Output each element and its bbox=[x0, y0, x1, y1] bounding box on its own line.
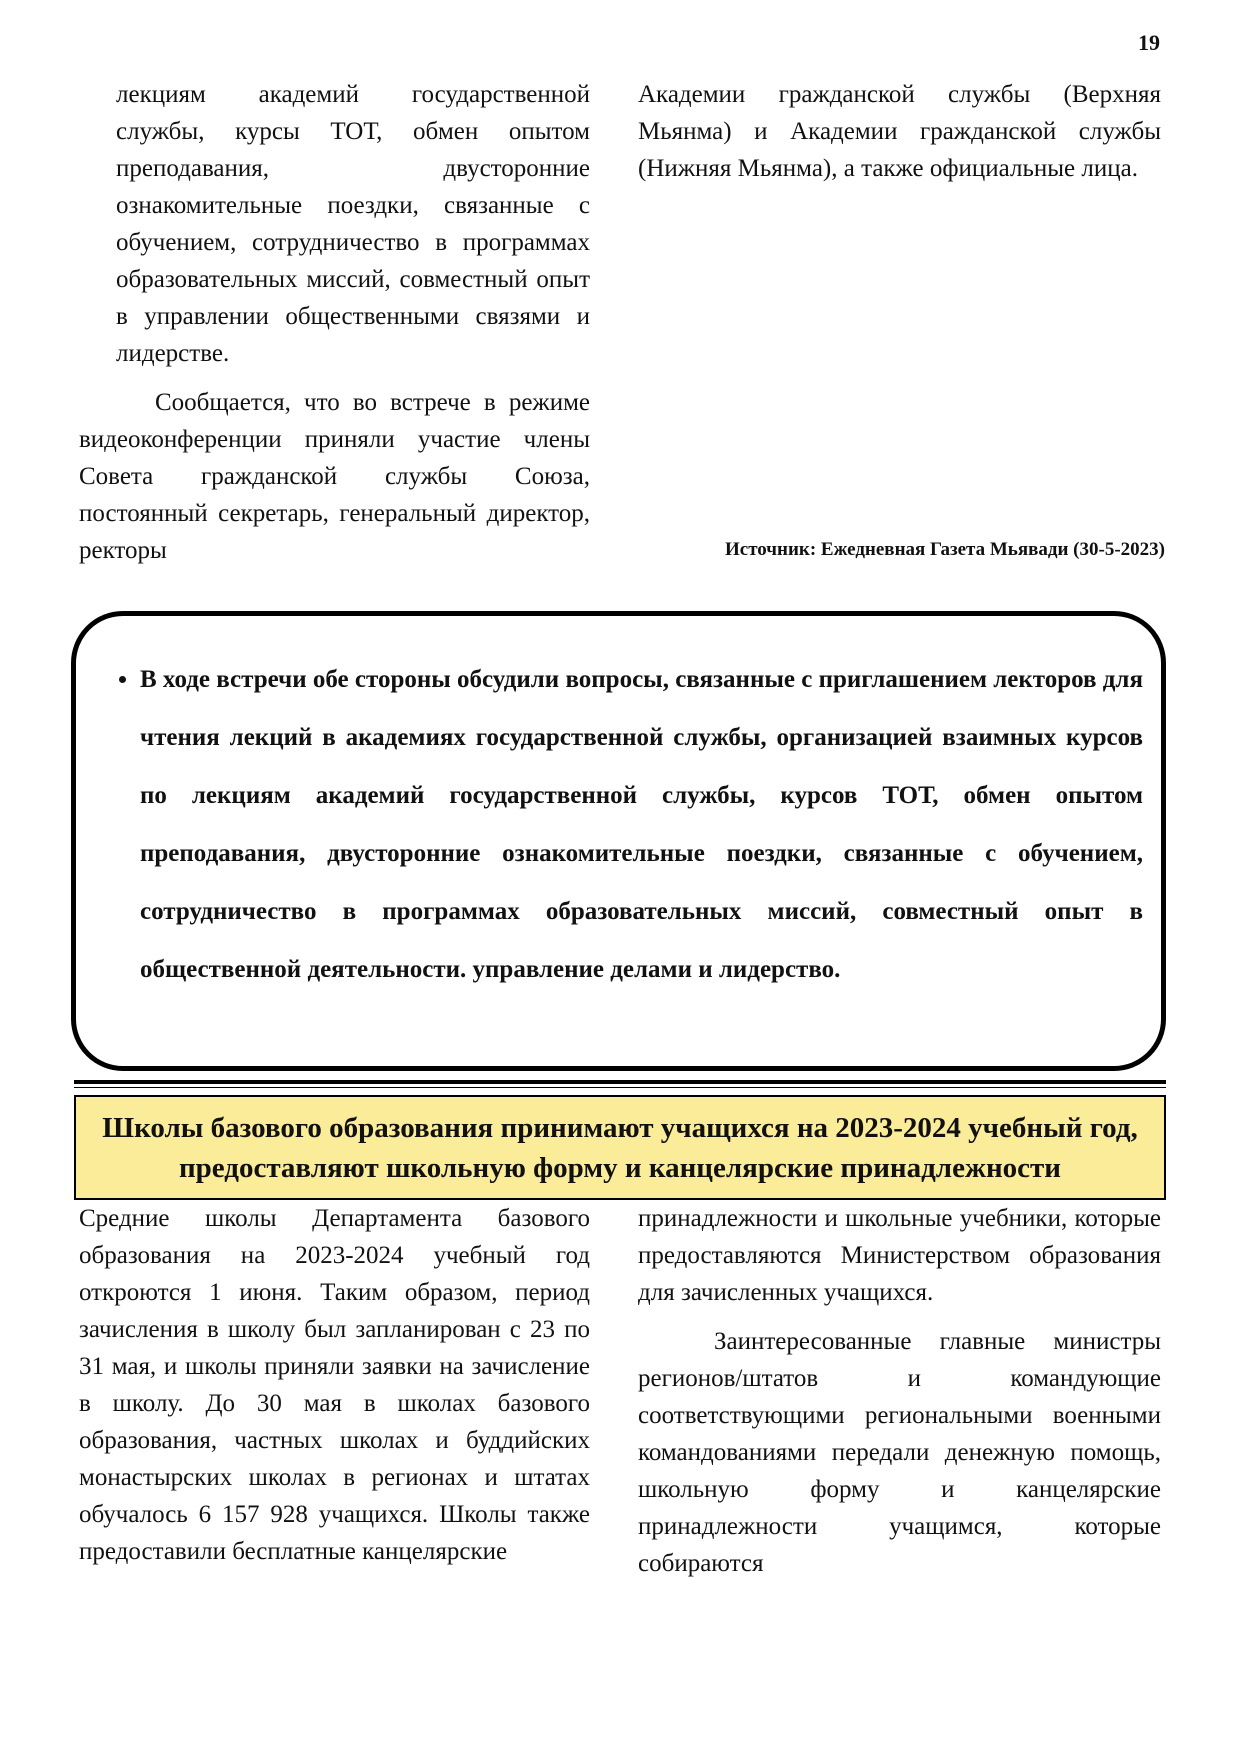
article2-headline: Школы базового образования принимают учащихся на 2023-2024 учебный год, предоставляют школьную форму и канцелярские принадлежности bbox=[74, 1095, 1166, 1200]
highlight-box bbox=[71, 611, 1166, 1071]
highlight-bullet: • В ходе встречи обе стороны обсудили вопросы, связанные с приглашением лекторов для чтения лекций в академиях государственной службы, организацией взаимных курсов по лекциям академий государственной службы, курсов ТОТ, обмен опытом преподавания, двусторонние ознакомительные поездки, связанные с обучением, сотрудничество в программах образовательных миссий, совместный опыт в общественной деятельности. управление делами и лидерство. bbox=[140, 651, 1143, 999]
article2-left-paragraph-1: Средние школы Департамента базового образования на 2023-2024 учебный год откроются 1 июня. Таким образом, период зачисления в школу был запланирован с 23 по 31 мая, и школы приняли заявки на зачисление в школу. До 30 мая в школах базового образования, частных школах и буддийских монастырских школах в регионах и штатах обучалось 6 157 928 учащихся. Школы также предоставили бесплатные канцелярские bbox=[79, 1205, 590, 1565]
article1-left-paragraph-2: Сообщается, что во встрече в режиме видеоконференции приняли участие члены Совета гражданской службы Союза, постоянный секретарь, генеральный директор, ректоры bbox=[79, 389, 590, 564]
article1-left-top bbox=[116, 76, 590, 384]
article2-left bbox=[79, 1200, 590, 1582]
article1-right bbox=[638, 76, 1161, 199]
article2-right-paragraph-1: принадлежности и школьные учебники, которые предоставляются Министерством образования для зачисленных учащихся. bbox=[638, 1205, 1161, 1306]
section-divider-thick bbox=[74, 1080, 1166, 1084]
article1-right-paragraph-1: Академии гражданской службы (Верхняя Мьянма) и Академии гражданской службы (Нижняя Мьянма), а также официальные лица. bbox=[638, 81, 1161, 182]
page-number: 19 bbox=[1138, 30, 1160, 55]
highlight-list bbox=[140, 651, 1143, 999]
article2-right-paragraph-2: Заинтересованные главные министры регионов/штатов и командующие соответствующими региональными военными командованиями передали денежную помощь, школьную форму и канцелярские принадлежности учащимся, которые собираются bbox=[638, 1328, 1161, 1577]
section-divider-thin bbox=[74, 1087, 1166, 1088]
article1-left-bottom bbox=[79, 384, 590, 581]
source-citation: Источник: Ежедневная Газета Мьявади (30-5-2023) bbox=[725, 539, 1165, 560]
article1-left-paragraph-1: лекциям академий государственной службы, курсы ТОТ, обмен опытом преподавания, двусторонние ознакомительные поездки, связанные с обучением, сотрудничество в программах образовательных миссий, совместный опыт в управлении общественными связями и лидерстве. bbox=[116, 81, 590, 367]
article2-right bbox=[638, 1200, 1161, 1594]
